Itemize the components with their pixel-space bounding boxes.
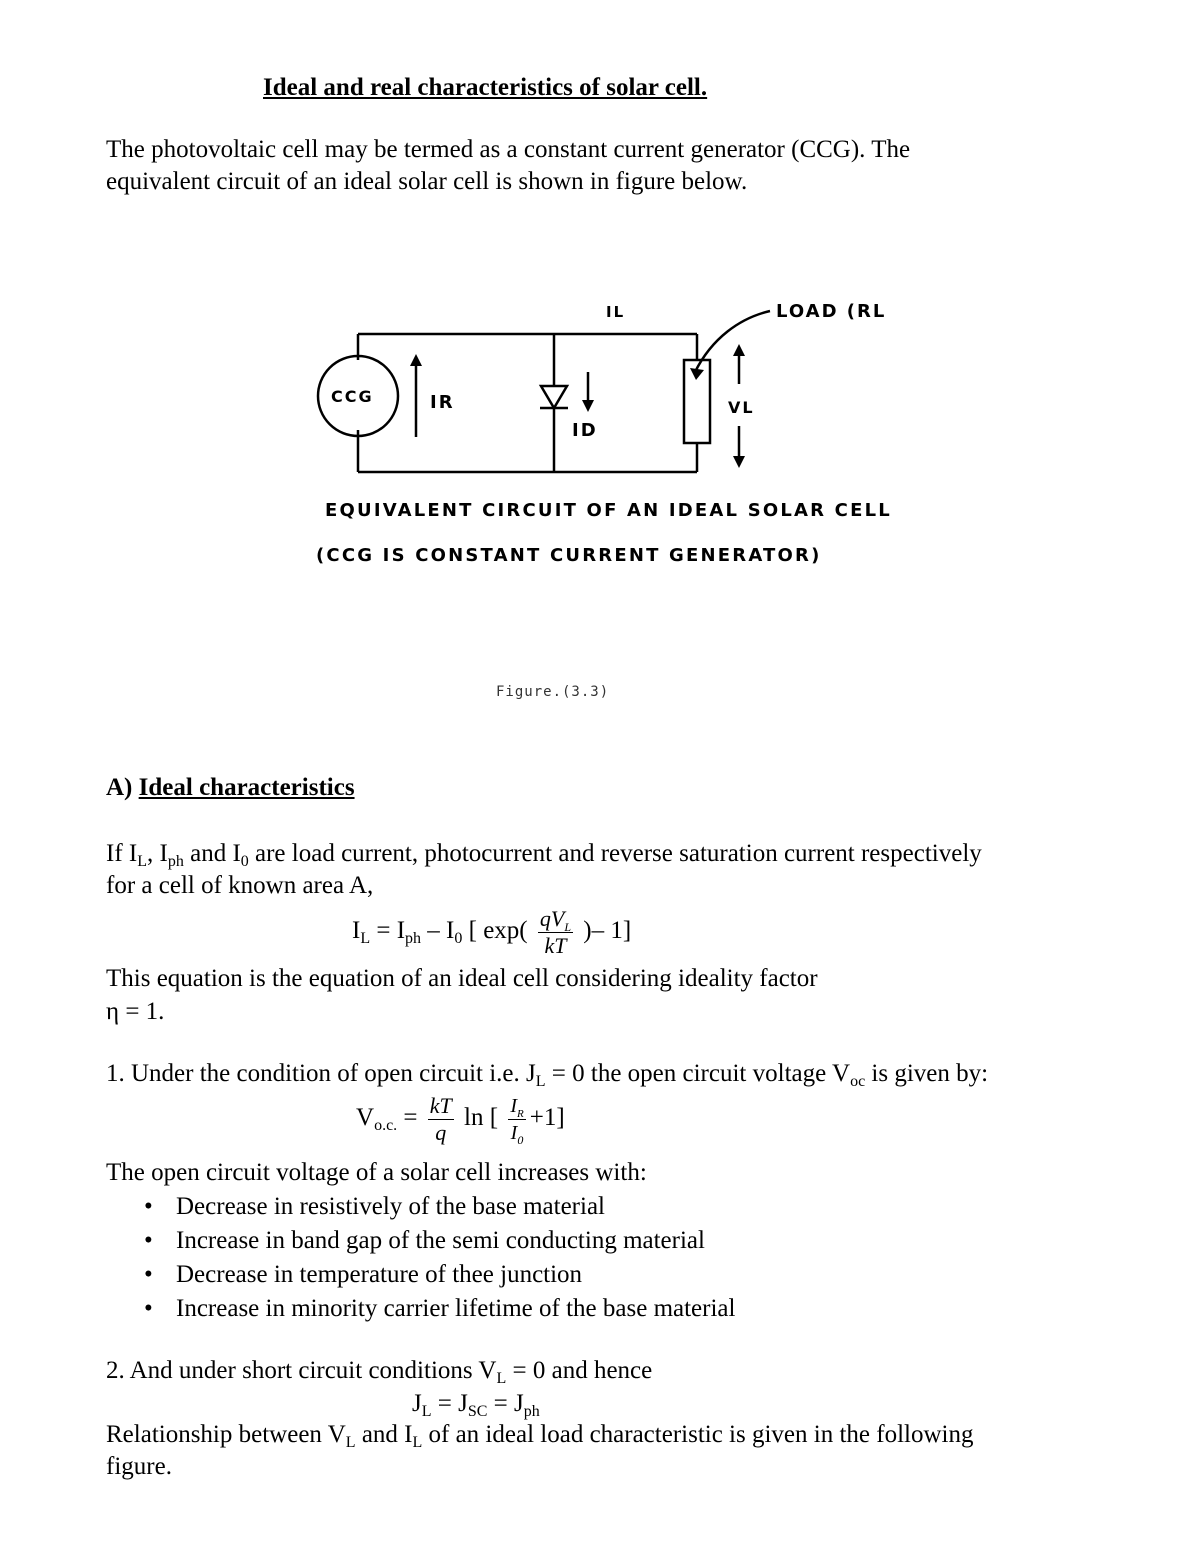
ccg-label: CCG bbox=[331, 387, 374, 406]
para1-line-2: for a cell of known area A, bbox=[106, 872, 374, 899]
eq1-fraction bbox=[538, 906, 573, 959]
diode-triangle bbox=[541, 386, 567, 408]
id-label: ID bbox=[572, 420, 598, 441]
item2-end: = 0 and hence bbox=[512, 1357, 653, 1384]
equation-il bbox=[352, 906, 631, 959]
eq1-ph-sub: ph bbox=[405, 930, 422, 948]
para2-line-2: η = 1. bbox=[106, 998, 165, 1025]
section-a-title: Ideal characteristics bbox=[138, 774, 355, 801]
para3-end: of an ideal load characteristic is given in the following bbox=[428, 1421, 974, 1448]
load-label: LOAD (RL bbox=[776, 301, 887, 322]
para3-sub1: L bbox=[345, 1434, 356, 1451]
eq2-lhs: V bbox=[356, 1104, 375, 1132]
para3-mid: and I bbox=[361, 1421, 413, 1448]
circuit-caption-2: (CCG IS CONSTANT CURRENT GENERATOR) bbox=[316, 545, 822, 566]
increase-intro: The open circuit voltage of a solar cell increases with: bbox=[106, 1159, 647, 1186]
para1-line-1: If $I_L$, $I_{ph}$ and $I_0$ are load current, photocurrent and reverse saturation current respectively bbox=[106, 840, 982, 870]
ir-label: IR bbox=[430, 392, 455, 413]
para3-start: Relationship between V bbox=[106, 1421, 346, 1448]
para3-line-2: figure. bbox=[106, 1453, 172, 1480]
eq2-fraction-ir-i0 bbox=[508, 1093, 525, 1146]
para2-line-1: This equation is the equation of an ideal cell considering ideality factor bbox=[106, 965, 818, 992]
eq3-j2: = J bbox=[437, 1390, 468, 1417]
eq2-eq: = bbox=[403, 1104, 418, 1132]
eq1-minus: – I bbox=[427, 917, 455, 945]
page-title: Ideal and real characteristics of solar cell. bbox=[263, 74, 708, 101]
list-item: • Decrease in resistively of the base material bbox=[106, 1190, 735, 1224]
load-pointer-head bbox=[690, 368, 704, 380]
eq3-j1-sub: L bbox=[421, 1403, 432, 1420]
vl-arrow-up-head bbox=[733, 344, 745, 356]
equation-jl bbox=[412, 1388, 540, 1420]
para3-line-1 bbox=[106, 1419, 973, 1451]
eq2-den2: I bbox=[510, 1122, 518, 1144]
item2-line bbox=[106, 1355, 652, 1387]
eq3-j1: J bbox=[412, 1390, 422, 1417]
eq2-num2: I bbox=[510, 1095, 517, 1117]
item1-sub2: oc bbox=[850, 1073, 866, 1090]
eq2-num1: kT bbox=[429, 1093, 452, 1118]
para1-rest: are load current, photocurrent and reverse saturation current respectively bbox=[255, 840, 982, 867]
item1-start: 1. Under the condition of open circuit i.e. J bbox=[106, 1060, 536, 1087]
load-pointer-line bbox=[695, 311, 770, 372]
id-arrow-head bbox=[582, 400, 594, 412]
eq3-j3: = J bbox=[493, 1390, 524, 1417]
eq1-mid: = I bbox=[376, 917, 406, 945]
intro-line-1: The photovoltaic cell may be termed as a constant current generator (CCG). The bbox=[106, 136, 911, 163]
eq2-fraction-kt-q bbox=[428, 1093, 454, 1146]
equivalent-circuit-diagram bbox=[0, 0, 1200, 720]
eq2-ln: ln [ bbox=[464, 1104, 499, 1132]
para3-sub2: L bbox=[412, 1434, 423, 1451]
increase-list bbox=[106, 1190, 735, 1326]
item1-line bbox=[106, 1058, 988, 1090]
list-item: • Increase in minority carrier lifetime of the base material bbox=[106, 1292, 735, 1326]
eq2-den2-sub: 0 bbox=[517, 1133, 524, 1147]
item1-mid: = 0 the open circuit voltage V bbox=[551, 1060, 851, 1087]
eq1-den: kT bbox=[544, 933, 567, 958]
eq1-lhs: I bbox=[352, 917, 361, 945]
eq1-open: [ exp( bbox=[468, 917, 528, 945]
eq1-zero-sub: 0 bbox=[454, 930, 463, 948]
item2-start: 2. And under short circuit conditions V bbox=[106, 1357, 497, 1384]
ir-arrow-head bbox=[410, 354, 422, 366]
il-label: IL bbox=[606, 303, 626, 321]
intro-line-2: equivalent circuit of an ideal solar cell is shown in figure below. bbox=[106, 168, 748, 195]
eq3-j2-sub: SC bbox=[467, 1403, 488, 1420]
eq2-num2-sub: R bbox=[516, 1108, 524, 1120]
vl-label: VL bbox=[728, 398, 755, 417]
eq1-num: qV bbox=[539, 906, 565, 931]
eq2-lhs-sub: o.c. bbox=[374, 1117, 398, 1135]
equation-voc bbox=[356, 1093, 565, 1146]
eq1-lhs-sub: L bbox=[360, 930, 371, 948]
eq1-close: )– 1] bbox=[583, 917, 632, 945]
section-a-prefix: A) bbox=[106, 774, 133, 801]
eq3-j3-sub: ph bbox=[523, 1403, 540, 1420]
eq1-num-sub: L bbox=[564, 920, 572, 934]
circuit-caption-1: EQUIVALENT CIRCUIT OF AN IDEAL SOLAR CELL bbox=[325, 500, 892, 521]
item2-sub: L bbox=[496, 1370, 507, 1387]
figure-label: Figure.(3.3) bbox=[496, 684, 610, 700]
list-item: • Increase in band gap of the semi conducting material bbox=[106, 1224, 735, 1258]
eq2-den1: q bbox=[435, 1120, 447, 1145]
item1-sub1: L bbox=[535, 1073, 546, 1090]
para1-if-il: If I bbox=[106, 840, 138, 867]
section-a-heading bbox=[106, 774, 355, 802]
item1-end: is given by: bbox=[871, 1060, 989, 1087]
list-item: • Decrease in temperature of thee junction bbox=[106, 1258, 735, 1292]
eq2-end: +1] bbox=[529, 1104, 565, 1132]
vl-arrow-down-head bbox=[733, 456, 745, 468]
